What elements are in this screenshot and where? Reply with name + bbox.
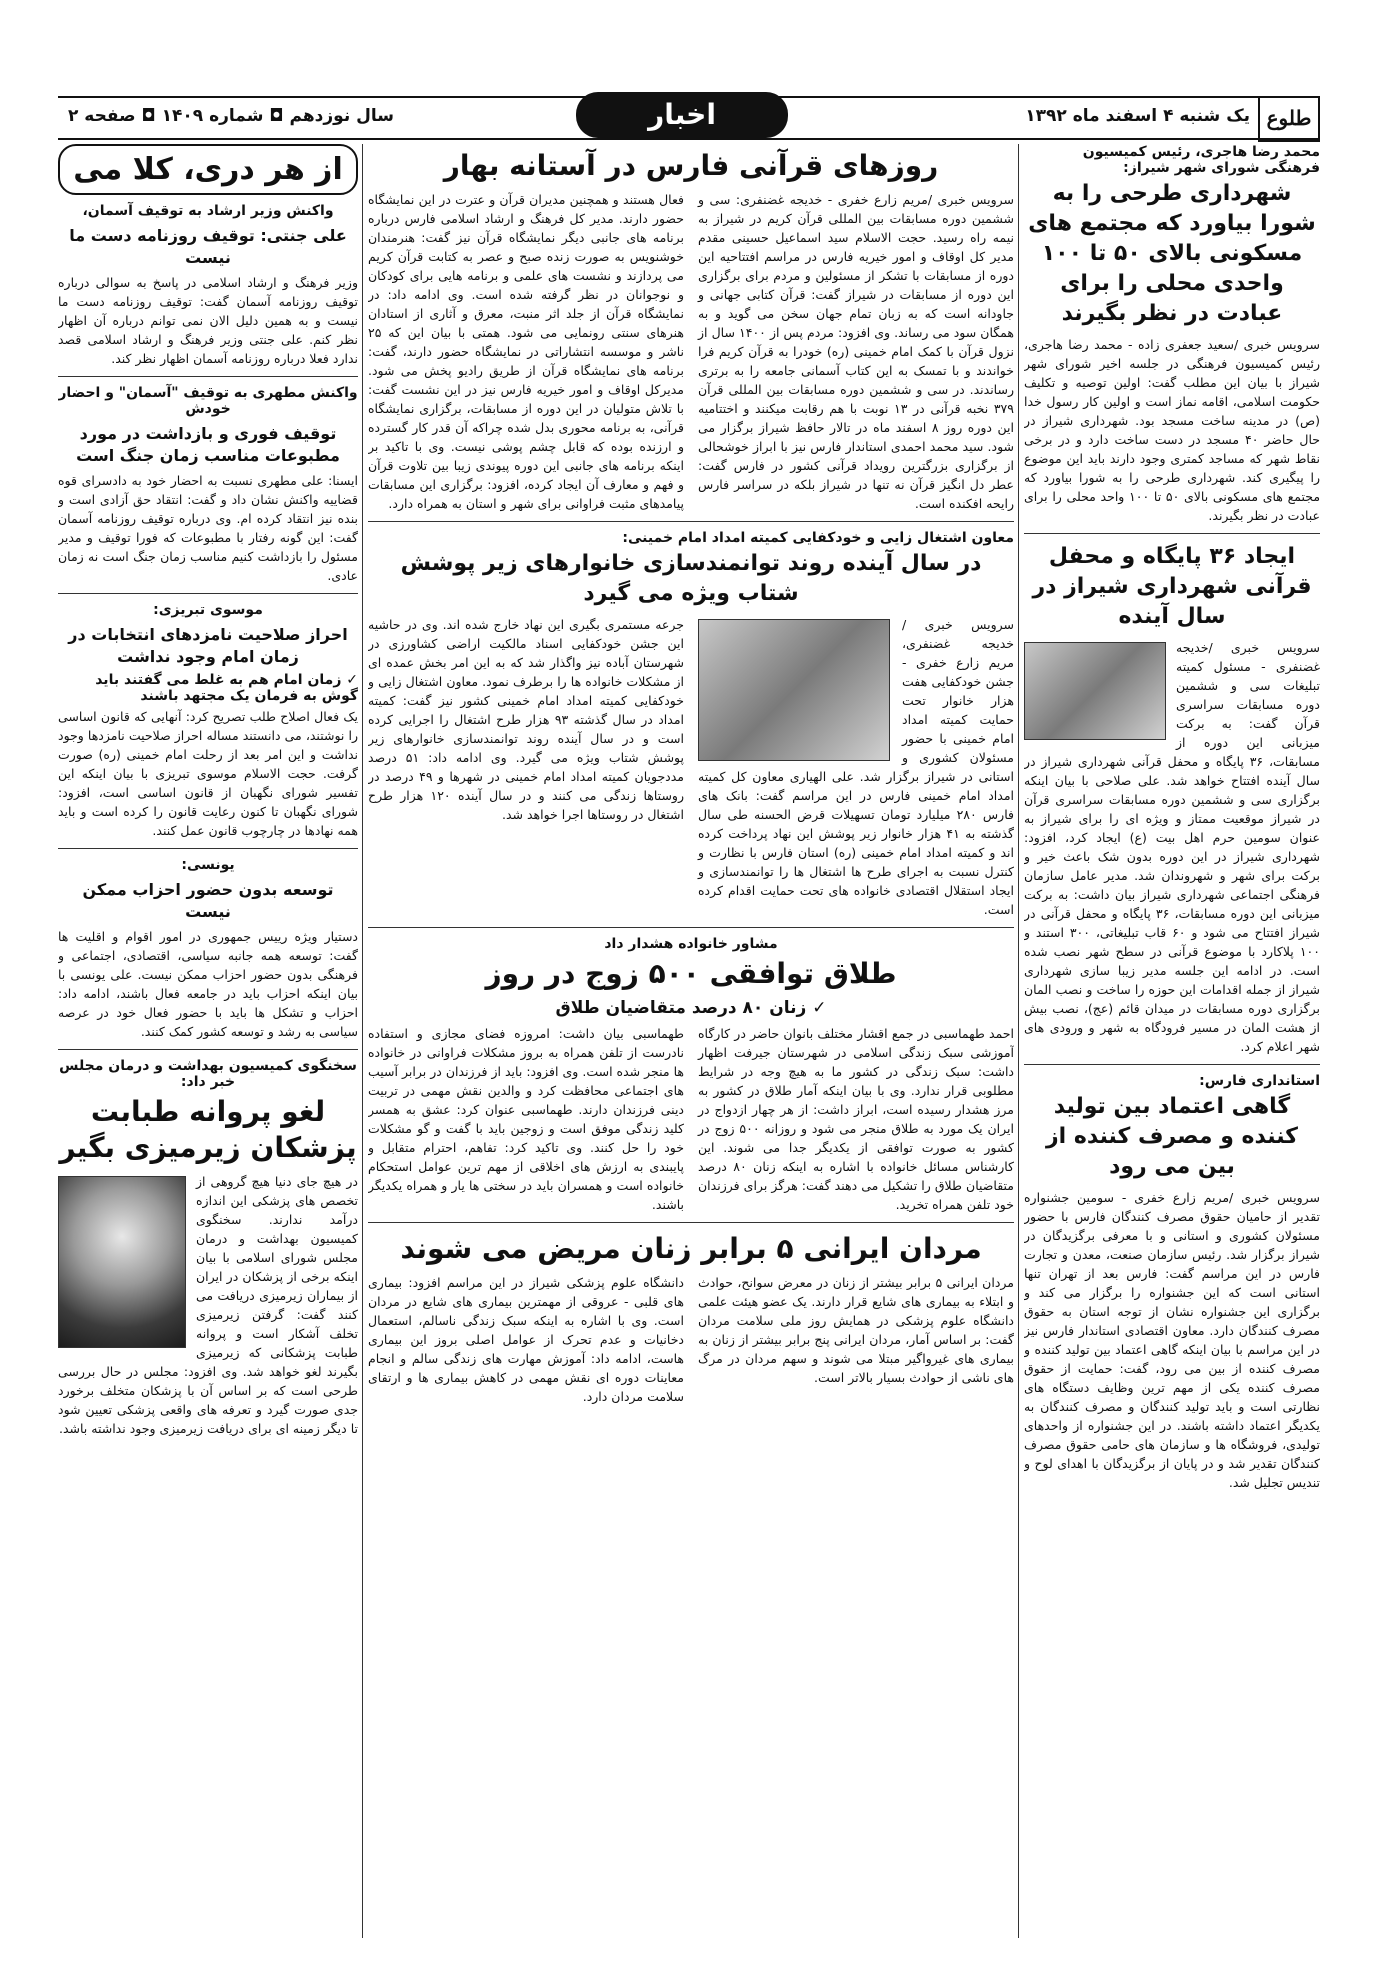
column-divider [362,144,363,1938]
article-body: سرویس خبری /خدیجه غضنفری - مسئول کمیته تبلیغات سی و ششمین دوره مسابقات سراسری قرآن گفت: به برکت میزبانی این دوره از مسابقات، ۳۶ پایگاه و محفل قرآنی شهرداری شیراز در سال آینده افتتاح خواهد شد. علی صلاحی با بیان اینکه برگزاری سی و ششمین دوره مسابقات سراسری قرآن در شیراز موقعیت ممتاز و ویژه ای را برای شیراز به عنوان سومین حرم اهل بیت (ع) ایجاد کرد، افزود: شهرداری شیراز در این دوره بدون شک باعث خیر و برکت برای شهر و شهروندان شد. مدیر عامل سازمان فرهنگی اجتماعی شهرداری شیراز بیان داشت: به برکت میزبانی این دوره مسابقات، ۳۶ پایگاه و محفل قرآنی در شیراز افتتاح می شود و ۶۰ قاب تبلیغاتی، ۳۰۰ استند و ۱۰۰ پلاکارد با موضوع قرآنی در سطح شهر نصب شده است. در ادامه این جلسه مدیر زیبا سازی شهرداری شیراز از جمله اقدامات این حوزه را ساخت و نصب المان برگزاری دوره مسابقات در میدان قائم (عج)، نصب بیش از هشت المان در مسیر فرودگاه به شهر و ورودی های شهر اعلام کرد. [1024,640,1320,1054]
article-kicker: محمد رضا هاجری، رئیس کمیسیون فرهنگی شورای شهر شیراز: [1082,144,1320,176]
news-brief [58,602,358,849]
right-column [1024,144,1320,1938]
news-brief [58,857,358,1050]
article-body: سرویس خبری /خدیجه غضنفری، مریم زارع خفری - جشن خودکفایی هفت هزار خانوار تحت حمایت کمیته امداد امام خمینی با حضور مسئولان کشوری و استانی در شیراز برگزار شد. علی الهیاری معاون کل کمیته امداد امام خمینی فارس در این مراسم گفت: بانک های فارس ۲۸۰ میلیارد تومان تسهیلات قرض الحسنه طی سال گذشته به ۴۱ هزار خانوار زیر پوشش این نهاد پرداخت کرده اند و کمیته امداد امام خمینی (ره) استان فارس با نظارت و کنترل نسبت به اجرای طرح ها اشتغال ها را توانمندسازی و ایجاد استقلال اقتصادی خانواده های تحت حمایت اقدام کرده است. [698,617,1014,917]
article-kicker: استانداری فارس: [1199,1073,1320,1089]
brief-kicker: واکنش مطهری به توقیف "آسمان" و احضار خودش [58,385,358,417]
article-subtitle: ✓ زنان ۸۰ درصد متقاضیان طلاق [555,998,827,1018]
article [368,148,1014,522]
portrait-photo [58,1176,186,1348]
brief-kicker: موسوی تبریزی: [153,602,263,618]
middle-column [368,144,1014,1938]
article [1024,542,1320,1065]
brief-title: احراز صلاحیت نامزدهای انتخابات در زمان امام وجود نداشت [68,625,348,666]
section-title: اخبار [576,92,788,138]
article [368,530,1014,928]
article-title: مردان ایرانی ۵ برابر زنان مریض می شوند [400,1232,982,1265]
article-body: جرعه مستمری بگیری این نهاد خارج شده اند. وی در حاشیه این جشن خودکفایی اسناد مالکیت اراضی کشاورزی در شهرستان آباده نیز واگذار شد که به این امر بخش عمده ای از مشکلات خانواده ها را برطرف نمود. معاون اشتغال زایی و خودکفایی کمیته امداد امام خمینی کشور نیز گفت: کمیته امداد در سال گذشته ۹۳ هزار طرح اشتغال را اجرایی کرده است و در سال آینده روند توانمندسازی خانوارهای زیر پوشش شتاب ویژه می گیرد. وی ادامه داد: ۵۱ درصد مددجویان کمیته امداد امام خمینی در شهرها و ۴۹ درصد در روستاها زندگی می کنند و در سال آینده ۱۲۰ هزار طرح اشتغال در روستاها اجرا خواهد شد. [368,617,684,822]
news-brief [58,385,358,594]
article-body: طهماسبی بیان داشت: امروزه فضای مجازی و استفاده نادرست از تلفن همراه به بروز مشکلات فراوانی در خانواده ها منجر شده است. وی افزود: باید از فرزندان در برابر آسیب های اجتماعی محافظت کرد و والدین نقش مهمی در تربیت دینی فرزندان دارند. طهماسبی عنوان کرد: عشق به همسر کلید زندگی موفق است و زوجین باید با گفت و گو مشکلات خود را حل کنند. وی تاکید کرد: تفاهم، احترام متقابل و پایبندی به ارزش های اخلاقی از مهم ترین عوامل استحکام خانواده است و همسران باید در سختی ها یار و همراه یکدیگر باشند. [368,1026,684,1212]
brief-kicker: واکنش وزیر ارشاد به توقیف آسمان، [82,203,334,219]
news-brief [58,1058,358,1446]
issue-number: سال نوزدهم ◘ شماره ۱۴۰۹ ◘ صفحه ۲ [68,106,394,126]
news-photo [698,619,890,761]
brief-title: علی جنتی: توقیف روزنامه دست ما نیست [69,226,347,267]
article-title: ایجاد ۳۶ پایگاه و محفل قرآنی شهرداری شیراز در سال آینده [1032,544,1312,629]
news-photo [1024,642,1166,740]
article-kicker: مشاور خانواده هشدار داد [604,936,778,952]
brief-body: یک فعال اصلاح طلب تصریح کرد: آنهایی که قانون اساسی را نوشتند، می دانستند مساله احراز صلاحیت نامزدها وجود نداشت و این امر بعد از رحلت امام خمینی (ره) صورت گرفت. حجت الاسلام موسوی تبریزی با بیان اینکه این تفسیر شورای نگهبان از قانون اساسی است، افزود: شورای نگهبان تا کنون رعایت قانون را کرده است و باید همه نهادها در چارچوب قانون عمل کنند. [58,709,358,838]
column-divider [1018,144,1019,1938]
brief-kicker: یونسی: [181,857,235,873]
article-body: دانشگاه علوم پزشکی شیراز در این مراسم افزود: بیماری های قلبی - عروقی از مهمترین بیماری های شایع در مردان است. وی با اشاره به اینکه سبک زندگی ناسالم، استعمال دخانیات و عدم تحرک از عوامل اصلی بروز این بیماری هاست، ادامه داد: آموزش مهارت های زندگی سالم و انجام معاینات دوره ای نقش مهمی در کاهش بیماری ها و ارتقای سلامت مردان دارد. [368,1275,684,1404]
article-body: سرویس خبری /مریم زارع خفری - سومین جشنواره تقدیر از حامیان حقوق مصرف کنندگان فارس با حضور مسئولان کشوری و استانی و با معرفی برگزیدگان در شیراز برگزار شد. رئیس سازمان صنعت، معدن و تجارت فارس در این مراسم گفت: فارس بعد از تهران تنها استانی است که این جشنواره را برگزار می کند و برگزاری این جشنواره نشان از توجه استان به حقوق مصرف کنندگان دارد. معاون اقتصادی استاندار فارس نیز در این مراسم با بیان اینکه گاهی اعتماد بین تولید کننده و مصرف کننده از بین می رود، گفت: حمایت از حقوق مصرف کننده یکی از مهم ترین وظایف دستگاه های نظارتی است و باید تولید کنندگان و مصرف کنندگان به یکدیگر اعتماد داشته باشند. در این جشنواره از واحدهای تولیدی، فروشگاه ها و سازمان های حامی حقوق مصرف کنندگان تقدیر شد و در پایان از برگزیدگان با اهدای لوح و تندیس تجلیل شد. [1024,1190,1320,1490]
article-title: در سال آینده روند توانمندسازی خانوارهای زیر پوشش شتاب ویژه می گیرد [400,551,982,606]
brief-kicker: سخنگوی کمیسیون بهداشت و درمان مجلس خبر داد: [59,1058,357,1090]
article-body: احمد طهماسبی در جمع اقشار مختلف بانوان حاضر در کارگاه آموزشی سبک زندگی اسلامی در شهرستان جیرفت اظهار داشت: سبک زندگی در کشور ما به هیچ وجه در شرایط مطلوبی قرار ندارد. وی با بیان اینکه آمار طلاق در کشور به مرز هشدار رسیده است، ابراز داشت: از هر چهار ازدواج در ایران یک مورد به طلاق منجر می شود و روزانه ۵۰۰ زوج در کشور به صورت توافقی از یکدیگر جدا می شوند. این کارشناس مسائل خانواده با اشاره به اینکه زنان ۸۰ درصد متقاضیان طلاق را تشکیل می دهند گفت: هرگز برای فرزندان خود تلفن همراه تخرید. [698,1026,1014,1212]
newspaper-logo: طلوع [1258,96,1320,142]
article-body: مردان ایرانی ۵ برابر بیشتر از زنان در معرض سوانح، حوادث و ابتلاء به بیماری های شایع قرار دارند. یک عضو هیئت علمی دانشگاه علوم پزشکی در همایش روز ملی سلامت مردان گفت: بر اساس آمار، مردان ایرانی پنج برابر بیشتر از زنان به بیماری های غیرواگیر مبتلا می شوند و سهم مردان در مرگ های ناشی از حوادث بسیار بالاتر است. [698,1275,1014,1385]
article-title: گاهی اعتماد بین تولید کننده و مصرف کننده از بین می رود [1046,1094,1298,1179]
article [1024,144,1320,534]
left-column [58,144,358,1938]
brief-body: وزیر فرهنگ و ارشاد اسلامی در پاسخ به سوالی درباره توقیف روزنامه آسمان گفت: توقیف روزنامه دست ما نیست و به همین دلیل الان نمی توانم درباره آن اظهار نظر کنم. علی جنتی وزیر فرهنگ و ارشاد اسلامی قصد ندارد فعلا درباره روزنامه آسمان اظهار نظر کند. [58,275,358,366]
brief-subtitle: ✓ زمان امام هم به غلط می گفتند باید گوش به فرمان یک مجتهد باشند [95,672,358,704]
column-header: از هر دری، کلا می [58,144,358,195]
brief-body: ایسنا: علی مطهری نسبت به احضار خود به دادسرای قوه قضاییه واکنش نشان داد و گفت: انتقاد حق آزادی است و بنده نیز انتقاد کرده ام. وی درباره توقیف روزنامه آسمان گفت: این گونه رفتار با مطبوعات که فورا توقیف و مدیر مسئول را بازداشت کنیم مناسب زمان جنگ است نه زمان عادی. [58,473,358,583]
article [368,1231,1014,1414]
article-body: سرویس خبری /مریم زارع خفری - خدیجه غضنفری: سی و ششمین دوره مسابقات بین المللی قرآن کریم در شیراز به نیمه راه رسید. حجت الاسلام سید اسماعیل حسینی مقدم مدیر کل اوقاف و امور خیریه فارس در مراسم افتتاحیه این دوره از مسابقات با تشکر از مسئولین و مردم برای برگزاری این دوره از مسابقات در شیراز گفت: قرآن کتابی جهانی و جاودانه است که به زبان تمام جهان سخن می گوید و به همگان سود می رساند. وی افزود: مردم پس از ۱۴۰۰ سال از نزول قرآن با کمک امام خمینی (ره) خودرا به قرآن کریم فرا خواندند و با تمسک به این کتاب آسمانی جامعه را به برتری رساندند. در سی و ششمین دوره مسابقات بین المللی قرآن ۳۷۹ نخبه قرآنی در ۱۳ نوبت با هم رقابت میکنند و اختتامیه این دوره روز ۸ اسفند ماه در تالار حافظ شیراز برگزار می شود. سید محمد احمدی استاندار فارس نیز با ابراز خوشحالی از برگزاری بزرگترین رویداد قرآنی کشور در فارس گفت: عطر دل انگیز قرآن نه تنها در شیراز بلکه در سراسر فارس رایحه افکنده است. [698,192,1014,511]
article-title: طلاق توافقی ۵۰۰ زوج در روز [485,957,897,990]
article-kicker: معاون اشتغال زایی و خودکفایی کمیته امداد امام خمینی: [622,530,1014,546]
news-brief [58,203,358,377]
brief-body: دستیار ویژه رییس جمهوری در امور اقوام و اقلیت ها گفت: توسعه همه جانبه سیاسی، اقتصادی، اجتماعی و فرهنگی بدون حضور احزاب ممکن نیست. علی یونسی با بیان اینکه احزاب باید در جامعه فعال باشند، ادامه داد: احزاب و تشکل ها باید با حضور فعال خود در عرصه سیاسی به رشد و توسعه کشور کمک کنند. [58,929,358,1039]
issue-date: یک شنبه ۴ اسفند ماه ۱۳۹۲ [1025,106,1250,126]
article [368,936,1014,1223]
brief-title: لغو پروانه طبابت پزشکان زیرمیزی بگیر [59,1095,357,1164]
article-title: روزهای قرآنی فارس در آستانه بهار [443,149,939,182]
article-title: شهرداری طرحی را به شورا بیاورد که مجتمع های مسکونی بالای ۵۰ تا ۱۰۰ واحدی محلی را برای عبادت در نظر بگیرند [1028,181,1316,326]
brief-body: در هیچ جای دنیا هیچ گروهی از تخصص های پزشکی این اندازه درآمد ندارند. سخنگوی کمیسیون بهداشت و درمان مجلس شورای اسلامی با بیان اینکه برخی از پزشکان در ایران از بیماران زیرمیزی دریافت می کنند گفت: گرفتن زیرمیزی تخلف آشکار است و پروانه طبابت پزشکانی که زیرمیزی بگیرند لغو خواهد شد. وی افزود: مجلس در حال بررسی طرحی است که بر اساس آن با پزشکان متخلف برخورد جدی صورت گیرد و تعرفه های واقعی پزشکی تعیین شود تا دیگر زمینه ای برای دریافت زیرمیزی وجود نداشته باشد. [58,1174,358,1436]
article-body: فعال هستند و همچنین مدیران قرآن و عترت در این نمایشگاه حضور دارند. مدیر کل فرهنگ و ارشاد اسلامی فارس درباره برنامه های جانبی دیگر نمایشگاه قرآن نیز گفت: هنرمندان خوشنویس به صورت زنده صبح و عصر به کتابت قرآن کریم می پردازند و نشست های علمی و برنامه هایی برای کودکان و نوجوانان در نظر گرفته شده است. وی ادامه داد: در نمایشگاه قرآن از جلد اثر منبت، معرق و آثاری از استادان هنرهای سنتی رونمایی می شود. همتی با بیان این که ۲۵ ناشر و موسسه انتشاراتی در نمایشگاه حضور دارند، گفت: برنامه های نمایشگاه قرآن از طریق رادیو پخش می شود. مدیرکل اوقاف و امور خیریه فارس نیز در این نشست گفت: با تلاش متولیان در این دوره از مسابقات، برگزاری نمایشگاه قرآنی، به برنامه محوری بدل شده چراکه آن قدر کار گسترده و ارزنده بوده که قابل چشم پوشی نیست. وی با تاکید بر اینکه برنامه های جانبی این دوره پیوندی زیبا بین تلاوت قرآن و فهم و معارف آن ایجاد کرده، افزود: برگزاری این مسابقات پیامدهای مثبت فراوانی برای شهر و استان به همراه دارد. [368,192,684,511]
brief-title: توسعه بدون حضور احزاب ممکن نیست [82,880,334,921]
brief-title: توقیف فوری و بازداشت در مورد مطبوعات مناسب زمان جنگ است [76,424,340,465]
article [1024,1073,1320,1500]
article-text-column [698,615,1014,919]
article-body: سرویس خبری /سعید جعفری زاده - محمد رضا هاجری، رئیس کمیسیون فرهنگی در جلسه اخیر شورای شهر شیراز با بیان این مطلب گفت: اولین توصیه و تکلیف حکومت اسلامی، اقامه نماز است و اولین کار رسول خدا (ص) در مدینه ساخت مسجد بود. شهرداری شیراز در حال حاضر ۴۰ مسجد در دست ساخت دارد و در برخی نقاط شهر که مساجد کمتری وجود دارند باید این موضوع را پیگیری کند. شهرداری طرحی را به شورا بیاورد که مجتمع های مسکونی بالای ۵۰ تا ۱۰۰ واحد محلی را برای عبادت در نظر بگیرند. [1024,337,1320,523]
